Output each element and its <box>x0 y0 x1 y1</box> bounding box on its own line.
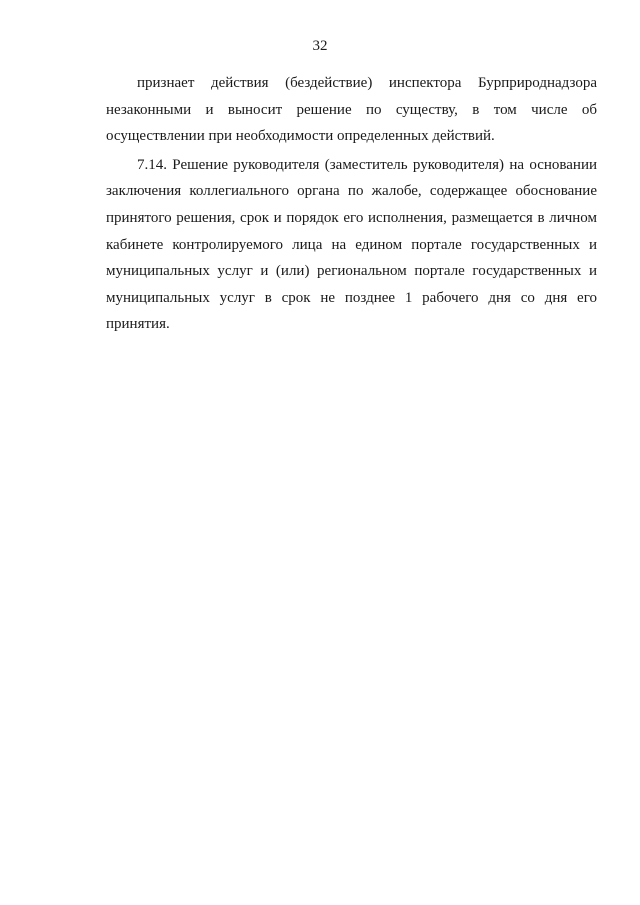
page-number: 32 <box>312 38 328 54</box>
paragraph-continuation: признает действия (бездействие) инспектора Бурприроднадзора незаконными и выносит решение по существу, в том числе об осуществлении при необходимости определенных действий. <box>106 75 597 145</box>
paragraph-7-14: 7.14. Решение руководителя (заместитель руководителя) на основании заключения коллегиального органа по жалобе, содержащее обоснование принятого решения, срок и порядок его исполнения, размещается в личном кабинете контролируемого лица на едином портале государственных и муниципальных услуг и (или) региональном портале государственных и муниципальных услуг в срок не позднее 1 рабочего дня со дня его принятия. <box>106 156 597 333</box>
document-body <box>106 70 597 338</box>
